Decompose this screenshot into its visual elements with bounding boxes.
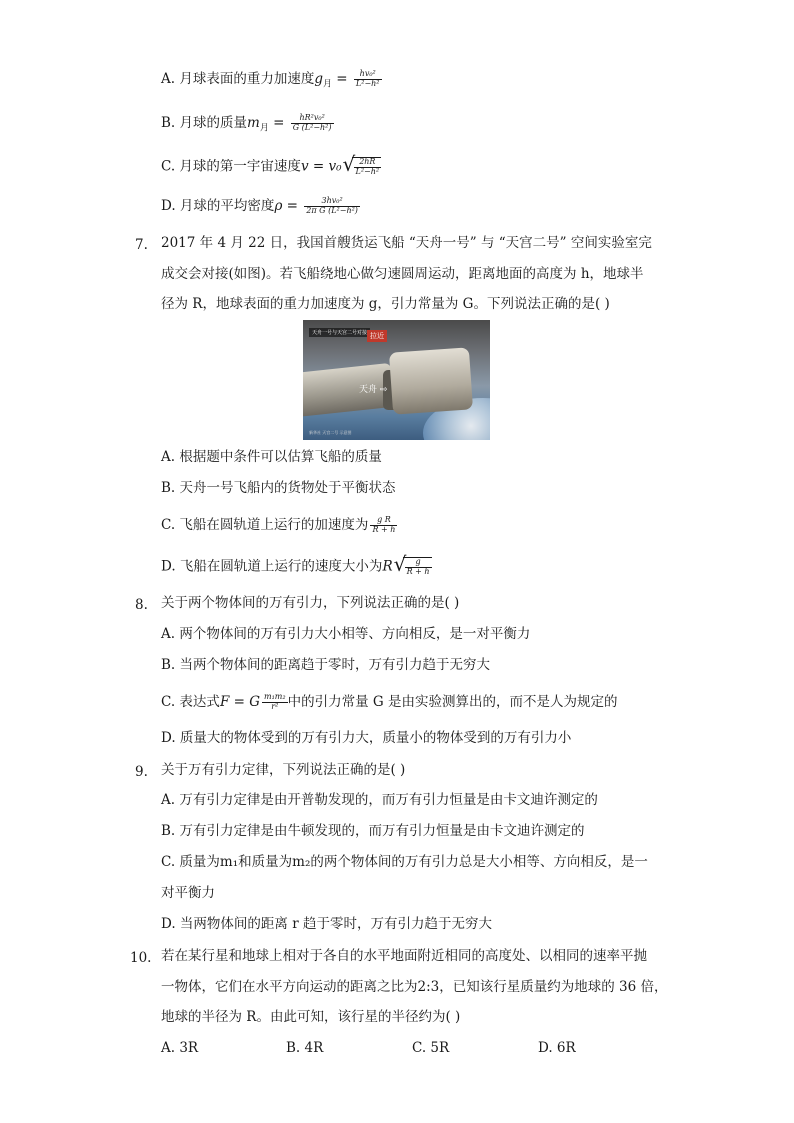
formula-eq: = <box>282 197 303 214</box>
question-number: 9. <box>135 764 148 780</box>
sqrt-inner <box>352 157 382 177</box>
q6-option-c[interactable] <box>161 152 381 177</box>
fraction <box>370 516 397 535</box>
radical-sign: √ <box>393 552 407 576</box>
figure-tag: 拉近 <box>367 330 387 342</box>
q10-stem-line-3: 地球的半径为 R。由此可知，该行星的半径约为( ) <box>161 1009 461 1025</box>
radical-sign: √ <box>342 152 356 176</box>
option-text: C. 飞船在圆轨道上运行的加速度为 <box>161 516 369 533</box>
question-number: 10. <box>130 950 152 966</box>
q9-option-a[interactable]: A. 万有引力定律是由开普勒发现的，而万有引力恒量是由卡文迪许测定的 <box>161 792 598 808</box>
sqrt <box>342 152 382 177</box>
denominator: R + h <box>406 566 430 576</box>
fraction <box>291 114 334 133</box>
q7-option-a[interactable]: A. 根据题中条件可以估算飞船的质量 <box>161 449 382 465</box>
q9-option-d[interactable]: D. 当两物体间的距离 r 趋于零时，万有引力趋于无穷大 <box>161 916 492 932</box>
q10-option-c[interactable]: C. 5R <box>412 1040 450 1056</box>
q7-stem-line-2: 成交会对接(如图)。若飞船绕地心做匀速圆周运动，距离地面的高度为 h，地球半 <box>161 266 644 282</box>
formula-eq: = <box>332 70 352 87</box>
q10-stem-line-2: 一物体，它们在水平方向运动的距离之比为2:3，已知该行星质量约为地球的 36 倍， <box>161 979 668 995</box>
formula-eq: = <box>268 114 289 131</box>
denominator: L²−h² <box>355 166 380 176</box>
numerator: 2hR <box>354 158 382 168</box>
denominator: G (L²−h²) <box>292 122 332 132</box>
q9-stem: 关于万有引力定律，下列说法正确的是( ) <box>161 762 406 778</box>
q6-option-b[interactable] <box>161 114 334 133</box>
q8-option-b[interactable]: B. 当两个物体间的距离趋于零时，万有引力趋于无穷大 <box>161 657 491 673</box>
formula-sub: 月 <box>259 123 269 134</box>
q7-option-d[interactable] <box>161 552 432 577</box>
option-text: A. 月球表面的重力加速度 <box>161 70 315 87</box>
q7-stem-line-3: 径为 R，地球表面的重力加速度为 g，引力常量为 G。下列说法正确的是( ) <box>161 296 610 312</box>
numerator: 3hv₀² <box>304 197 360 207</box>
fraction <box>354 158 382 177</box>
figure-arrow: 天舟 ⇨ <box>359 385 388 395</box>
figure-caption: 天舟一号与天宫二号对接 <box>309 328 370 337</box>
question-number: 7. <box>135 237 148 253</box>
formula-v0: v₀ <box>328 158 342 175</box>
formula-eq: = <box>308 158 329 175</box>
option-text-tail: 中的引力常量 G 是由实验测算出的，而不是人为规定的 <box>287 693 618 710</box>
q9-option-c-line-1[interactable]: C. 质量为m₁和质量为m₂的两个物体间的万有引力总是大小相等、方向相反，是一 <box>161 854 648 870</box>
numerator: hv₀² <box>354 70 382 80</box>
numerator: m₁m₂ <box>263 692 286 701</box>
q10-option-d[interactable]: D. 6R <box>538 1040 576 1056</box>
q8-option-c[interactable] <box>161 693 617 712</box>
option-text: D. 月球的平均密度 <box>161 197 275 214</box>
formula-var: ρ <box>274 197 283 214</box>
formula-var: m <box>247 114 260 131</box>
denominator: R + h <box>372 524 396 534</box>
numerator: g <box>405 558 432 568</box>
denominator: 2π G (L²−h²) <box>306 205 358 215</box>
option-text: D. 飞船在圆轨道上运行的速度大小为 <box>161 558 383 575</box>
q10-option-b[interactable]: B. 4R <box>286 1040 324 1056</box>
fraction <box>304 197 360 216</box>
formula-var: g <box>314 70 323 87</box>
q6-option-a[interactable] <box>161 70 382 89</box>
question-number: 8. <box>135 597 148 613</box>
q10-stem-line-1: 若在某行星和地球上相对于各自的水平地面附近相同的高度处、以相同的速率平抛 <box>161 948 647 964</box>
formula: F = G <box>219 693 260 710</box>
docking-photo <box>303 320 490 440</box>
numerator: hR²v₀² <box>291 114 334 124</box>
q7-option-c[interactable] <box>161 516 397 535</box>
q8-option-a[interactable]: A. 两个物体间的万有引力大小相等、方向相反，是一对平衡力 <box>161 626 531 642</box>
tiangong-spacecraft <box>389 347 473 414</box>
q9-option-c-line-2[interactable]: 对平衡力 <box>161 885 215 901</box>
q8-stem: 关于两个物体间的万有引力，下列说法正确的是( ) <box>161 595 460 611</box>
option-text: B. 月球的质量 <box>161 114 248 131</box>
q9-option-b[interactable]: B. 万有引力定律是由牛顿发现的，而万有引力恒量是由卡文迪许测定的 <box>161 823 585 839</box>
sqrt <box>393 552 432 577</box>
numerator: g R <box>370 516 397 526</box>
formula-var: R <box>382 558 393 575</box>
option-text: C. 表达式 <box>161 693 220 710</box>
fraction <box>405 558 432 577</box>
sqrt-inner <box>403 557 432 577</box>
figure-footer: 新华社 天宫二号 示意图 <box>309 430 352 435</box>
fraction <box>354 70 382 89</box>
formula-var: v <box>300 158 309 175</box>
formula-sub: 月 <box>323 79 333 90</box>
fraction <box>262 693 288 712</box>
option-text: C. 月球的第一宇宙速度 <box>161 158 301 175</box>
q10-option-a[interactable]: A. 3R <box>161 1040 199 1056</box>
q6-option-d[interactable] <box>161 197 360 216</box>
denominator: r² <box>271 701 279 711</box>
denominator: L²−h² <box>355 78 380 88</box>
q8-option-d[interactable]: D. 质量大的物体受到的万有引力大，质量小的物体受到的万有引力小 <box>161 730 572 746</box>
q7-stem-line-1: 2017 年 4 月 22 日，我国首艘货运飞船 “天舟一号” 与 “天宫二号” 空间实验室完 <box>161 235 652 251</box>
q7-option-b[interactable]: B. 天舟一号飞船内的货物处于平衡状态 <box>161 480 396 496</box>
